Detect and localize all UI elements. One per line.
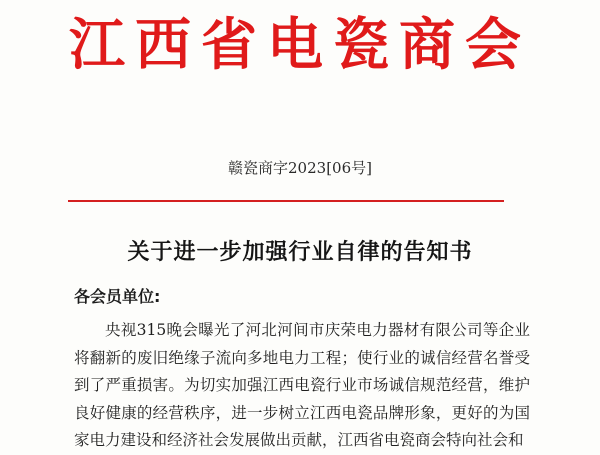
document-number: 赣瓷商字2023[06号] xyxy=(228,159,372,177)
letterhead-organization-name: 江西省电瓷商会 xyxy=(69,12,531,78)
letterhead-divider xyxy=(68,200,504,202)
salutation: 各会员单位: xyxy=(74,287,161,306)
body-paragraph: 央视315晚会曝光了河北河间市庆荣电力器材有限公司等企业将翻新的废旧绝缘子流向多地电力工程；使行业的诚信经营名誉受到了严重损害。为切实加强江西电瓷行业市场诚信规范经营，维护良好健康的经营秩序，进一步树立江西电瓷品牌形象，更好的为国家电力建设和经济社会发展做出贡献，江西省电瓷商会特向社会和 xyxy=(74,321,530,449)
notice-title: 关于进一步加强行业自律的告知书 xyxy=(127,240,473,265)
